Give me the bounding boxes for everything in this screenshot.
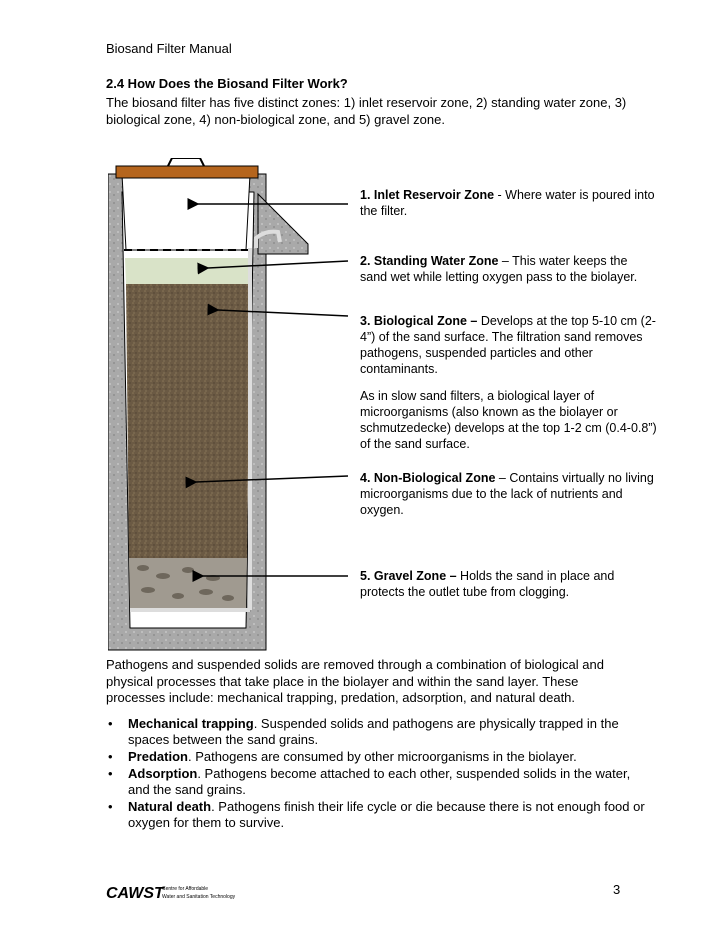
zone-5-text — [360, 568, 658, 600]
bullet-title: Natural death — [128, 799, 212, 814]
biosand-filter-diagram — [108, 158, 668, 653]
list-item: • Natural death. Pathogens finish their life cycle or die because there is not enough food or oxygen for them to survive. — [108, 799, 645, 830]
bullet-title: Predation — [128, 749, 188, 764]
standing-water — [125, 258, 251, 284]
list-item: • Predation. Pathogens are consumed by other microorganisms in the biolayer. — [108, 749, 577, 764]
zone-3-biolayer-text — [360, 388, 658, 452]
zone-5-title: 5. Gravel Zone – — [360, 569, 457, 583]
logo-line-1: Centre for Affordable — [162, 886, 209, 892]
bullet-text: . Pathogens are consumed by other microorganisms in the biolayer. — [187, 749, 577, 764]
bullet-text: . Pathogens become attached to each other, suspended solids in the water, and the sand grains. — [128, 766, 631, 797]
section-title: 2.4 How Does the Biosand Filter Work? — [106, 76, 348, 91]
sand-layer — [126, 284, 250, 558]
cawst-logo-mark — [106, 880, 246, 904]
zone-3-title: 3. Biological Zone – — [360, 314, 478, 328]
logo-line-2: Water and Sanitation Technology — [162, 894, 236, 900]
page-number: 3 — [613, 882, 621, 897]
bullet-title: Mechanical trapping — [128, 716, 254, 731]
zone-1-text — [360, 187, 658, 219]
bullet-text: . Suspended solids and pathogens are physically trapped in the spaces between the sand grains. — [128, 716, 619, 747]
diffuser-basin — [122, 174, 250, 250]
lid — [116, 166, 258, 178]
bullet-text: . Pathogens finish their life cycle or die because there is not enough food or oxygen for them to survive. — [128, 799, 645, 830]
list-item: • Mechanical trapping. Suspended solids and pathogens are physically trapped in the spaces between the sand grains. — [108, 716, 619, 747]
running-header: Biosand Filter Manual — [106, 41, 232, 56]
zone-3-text — [360, 313, 658, 377]
zone-3-desc: Develops at the top 5-10 cm (2-4”) of the sand surface. The filtration sand removes pathogens, suspended particles and other contaminants. — [360, 314, 656, 376]
bullet-title: Adsorption — [128, 766, 198, 781]
lid-handle — [168, 158, 204, 166]
logo-text: CAWST — [106, 885, 164, 902]
body-paragraph: Pathogens and suspended solids are removed through a combination of biological and physical processes that take place in the biolayer and within the sand layer. These processes include: mechanical trapping, predation, adsorption, and natural death. — [106, 657, 604, 705]
zone-3-biolayer-desc: As in slow sand filters, a biological layer of microorganisms (also known as the biolayer or schmutzedecke) develops at the top 1-2 cm (0.4-0.8”) of the sand surface. — [360, 389, 657, 451]
cawst-logo — [106, 880, 246, 904]
list-item: • Adsorption. Pathogens become attached to each other, suspended solids in the water, and the sand grains. — [108, 766, 631, 797]
zone-1-title: 1. Inlet Reservoir Zone — [360, 188, 495, 202]
zone-4-desc: – Contains virtually no living microorganisms due to the lack of nutrients and oxygen. — [360, 471, 654, 517]
zone-2-text — [360, 253, 658, 285]
process-list — [106, 716, 646, 832]
zone-2-desc: – This water keeps the sand wet while letting oxygen pass to the biolayer. — [360, 254, 638, 284]
zone-2-title: 2. Standing Water Zone — [360, 254, 499, 268]
zone-1-desc: - Where water is poured into the filter. — [360, 188, 655, 218]
intro-paragraph: The biosand filter has five distinct zones: 1) inlet reservoir zone, 2) standing water zone, 3) biological zone, 4) non-biological zone, and 5) gravel zone. — [106, 95, 627, 127]
zone-5-desc: Holds the sand in place and protects the outlet tube from clogging. — [360, 569, 615, 599]
outlet-spout — [258, 194, 308, 254]
zone-4-text — [360, 470, 658, 518]
zone-4-title: 4. Non-Biological Zone — [360, 471, 496, 485]
